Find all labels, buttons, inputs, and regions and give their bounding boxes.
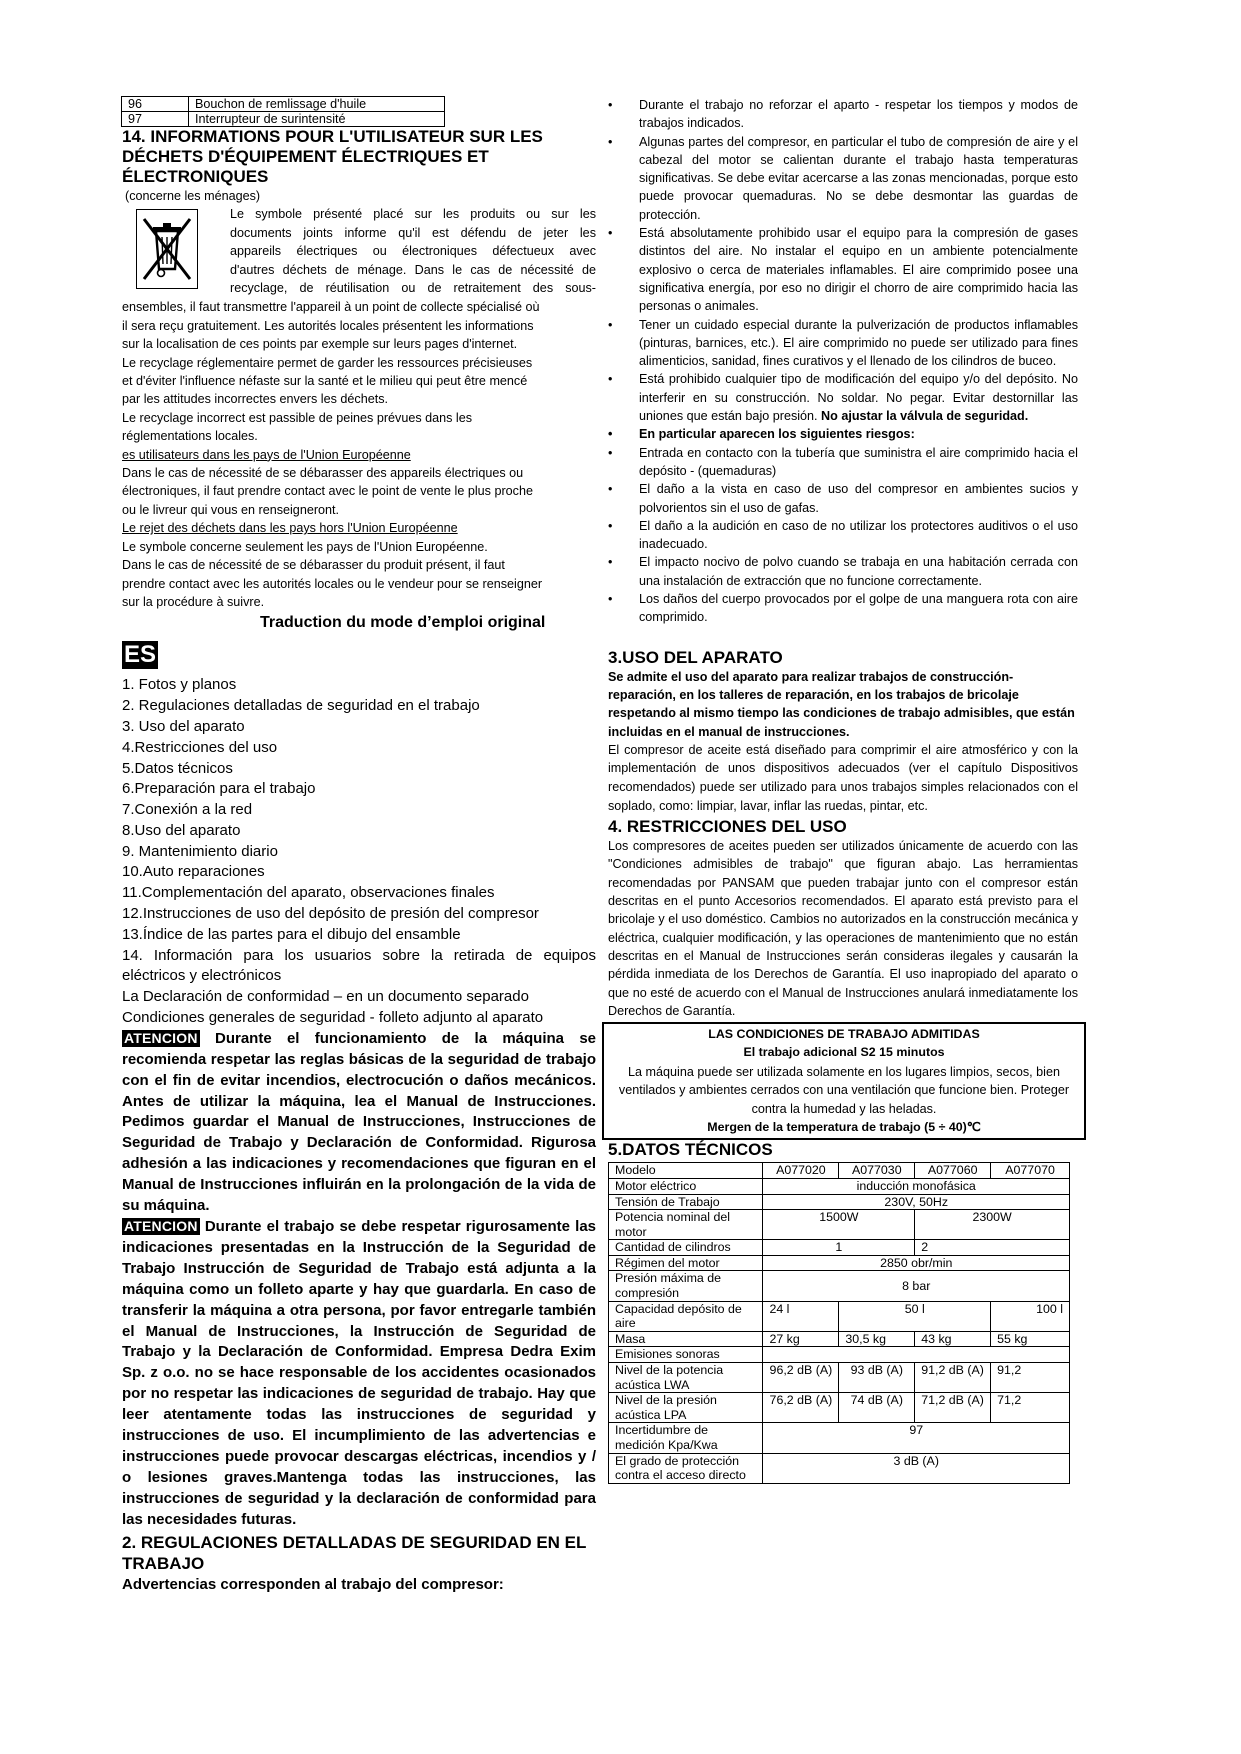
cell: A077070 [991,1163,1070,1179]
toc-item: 2. Regulaciones detalladas de seguridad en el trabajo [122,697,480,715]
language-badge-es: ES [124,641,157,669]
list-item: • El daño a la vista en caso de uso del compresor en ambientes sucios y polvorientos sin el uso de gafas. [608,480,1078,517]
cell: 55 kg [991,1331,1070,1347]
box-subtitle: El trabajo adicional S2 15 minutos [743,1045,945,1060]
cell: 3 dB (A) [763,1453,1070,1483]
cell: 50 l [839,1301,991,1331]
table-row [609,1301,1070,1331]
toc-item: 1. Fotos y planos [122,676,237,694]
table-row [609,1453,1070,1483]
text-line: appareils électriques ou électroniques défectueux avec [230,244,596,259]
cell: 97 [763,1423,1070,1453]
row-label: Emisiones sonoras [609,1347,763,1363]
section-3-text: El compresor de aceite está diseñado para comprimir el aire atmosférico y con la implementación de unos dispositivos adecuados (ver el capítulo Dispositivos recomendados) puede ser utilizado para unos trabajos simples relacionados con el soplado, como: limpiar, lavar, inflar las ruedas, pintar, etc. [608,742,1078,813]
row-label: Nivel de la potencia acústica LWA [609,1363,763,1393]
table-row [609,1255,1070,1271]
text-line: ensembles, il faut transmettre l'appareil à un point de collecte spécialisé où [122,300,540,315]
text-line: prendre contact avec les autorités locales ou le vendeur pour se renseigner [122,576,543,591]
working-conditions-box [602,1022,1086,1140]
list-item: • Tener un cuidado especial durante la pulverización de productos inflamables (pinturas, barnices, etc.). El aire comprimido no puede ser utilizado para fines alimenticios, sanidad, fines curativos y el llenado de los cilindros de buceo. [608,316,1078,371]
warning-paragraph-1 [122,1029,596,1217]
row-label: Régimen del motor [609,1255,763,1271]
warning-paragraph-2 [122,1217,596,1531]
cell: 2850 obr/min [763,1255,1070,1271]
table-row [609,1271,1070,1301]
toc-item: 7.Conexión a la red [122,801,253,819]
list-item: • Está absolutamente prohibido usar el equipo para la compresión de gases distintos del aire. No instalar el equipo en un ambiente potencialmente explosivo o cerca de materiales inflamables. El aire comprimido posee una significativa energía, por eso no dirigir el chorro de aire comprimido hacia las personas o animales. [608,224,1078,315]
weee-symbol-block [122,205,596,298]
text-line: par les attitudes incorrectes envers les déchets. [122,392,388,407]
eu-title: es utilisateurs dans les pays de l'Union Européenne [122,447,411,462]
toc-item: 9. Mantenimiento diario [122,842,278,860]
cell: 71,2 dB (A) [915,1393,991,1423]
safety-bullet-list [608,96,1078,627]
row-label: Potencia nominal del motor [609,1210,763,1240]
cell [763,1347,1070,1363]
cell: A077030 [839,1163,915,1179]
section-3-title: 3.USO DEL APARATO [608,647,783,667]
section-3-bold-text: Se admite el uso del aparato para realizar trabajos de construcción-reparación, en los talleres de reparación, en los trabajos de bricolaje respetando al mismo tiempo las condiciones de trabajo admisibles, que están incluidas en el manual de instrucciones. [608,669,1075,739]
text-line: réglementations locales. [122,429,258,444]
crossed-bin-icon [136,209,198,289]
weee-heading: 14. INFORMATIONS POUR L'UTILISATEUR SUR LES DÉCHETS D'ÉQUIPEMENT ÉLECTRIQUES ET ÉLECTRONIQUES [122,127,543,186]
cell: 1 [763,1240,915,1256]
toc-item: 3. Uso del aparato [122,717,245,735]
toc-item: 5.Datos técnicos [122,759,233,777]
toc-item: 6.Preparación para el trabajo [122,780,316,798]
table-row [609,1423,1070,1453]
table-row [609,1210,1070,1240]
cell: 2300W [915,1210,1070,1240]
row-label: Masa [609,1331,763,1347]
cell: 91,2 [991,1363,1070,1393]
cell: 1500W [763,1210,915,1240]
toc-item: 14. Información para los usuarios sobre la retirada de equipos eléctricos y electrónicos [122,946,596,985]
row-label: El grado de protección contra el acceso directo [609,1453,763,1483]
right-column [608,96,1078,1484]
section-4-text: Los compresores de aceites pueden ser utilizados únicamente de acuerdo con las "Condiciones admisibles de trabajo" que figuran abajo. Las herramientas recomendadas por PANSAM que pueden trabajar junto con el compresor están descritas en el punto Accesorios recomendados. El aparato está previsto para el bricolaje y el uso doméstico. Cambios no autorizados en la construcción mecánica y eléctrica, cualquier modificación, y las operaciones de mantenimiento que no están descritas en el Manual de Instrucciones serán consideras ilegales y causarán la pérdida inmediata de los Derechos de Garantía. El uso inapropiado del aparato o que no esté de acuerdo con el Manual de Instrucciones anulará inmediatamente los Derechos de Garantía. [608,839,1078,1018]
warning-text: Durante el funcionamiento de la máquina se recomienda respetar las reglas básicas de la seguridad de trabajo con el fin de evitar incendios, electrocución o daños mecánicos. Antes de utilizar la máquina, lea el Manual de Instrucciones. Pedimos guardar el Manual de Instrucciones, Instrucciones de Seguridad de Trabajo y Declaración de Conformidad. Rigurosa adhesión a las indicaciones y recomendaciones que figuran en el Manual de Instrucciones influirán en la prolongación de la vida de su máquina. [122,1029,597,1215]
toc-item: La Declaración de conformidad – en un documento separado [122,988,529,1006]
part-label: Interrupteur de surintensité [189,112,445,127]
tech-data-table [608,1162,1070,1483]
table-row [609,1393,1070,1423]
box-text: La máquina puede ser utilizada solamente en los lugares limpios, secos, bien ventilados y ambientes cerrados con una ventilación que funcione bien. Proteger contra la humedad y las heladas. [618,1065,1070,1116]
cell: 76,2 dB (A) [763,1393,839,1423]
list-item: • Entrada en contacto con la tubería que suministra el aire comprimido hacia el depósito - (quemaduras) [608,444,1078,481]
table-row [609,1331,1070,1347]
row-label: Presión máxima de compresión [609,1271,763,1301]
weee-body [122,298,596,611]
box-title: LAS CONDICIONES DE TRABAJO ADMITIDAS [708,1027,980,1042]
cell: 24 l [763,1301,839,1331]
text-line: Dans le cas de nécessité de se débarasser des appareils électriques ou [122,466,524,481]
table-row [609,1240,1070,1256]
part-number: 97 [122,112,189,127]
box-temperature: Mergen de la temperatura de trabajo (5 ÷ 40)℃ [707,1120,981,1135]
text-line: ou le livreur qui vous en renseigneront. [122,502,340,517]
list-item: • El impacto nocivo de polvo cuando se trabaja en una habitación cerrada con una instalación de extracción que no funcione correctamente. [608,553,1078,590]
list-item-bold: No ajustar la válvula de seguridad. [821,409,1029,424]
non-eu-title: Le rejet des déchets dans les pays hors l'Union Européenne [122,521,458,536]
toc-item: 4.Restricciones del uso [122,738,278,756]
cell: 96,2 dB (A) [763,1363,839,1393]
part-number: 96 [122,97,189,112]
cell: 74 dB (A) [839,1393,915,1423]
cell: 27 kg [763,1331,839,1347]
text-line: électroniques, il faut prendre contact avec le point de vente le plus proche [122,484,533,499]
text-line: d'autres déchets de ménage. Dans le cas de nécessité de [230,262,596,277]
table-row [122,112,445,127]
list-item-text: Está prohibido cualquier tipo de modificación del equipo y/o del depósito. No interferir en su construcción. No soldar. No pegar. Evitar destornillar las uniones que están bajo presión. [639,372,1078,424]
row-label: Cantidad de cilindros [609,1240,763,1256]
toc-item: 13.Índice de las partes para el dibujo del ensamble [122,925,461,943]
cell: A077060 [915,1163,991,1179]
toc-item: 11.Complementación del aparato, observaciones finales [122,884,495,902]
text-line: sur la procédure à suivre. [122,594,265,609]
text-line: recyclage, de réutilisation ou de retraitement des sous- [230,281,596,296]
text-line: Dans le cas de nécessité de se débarasser du produit présent, il faut [122,558,505,573]
toc-item: 8.Uso del aparato [122,821,241,839]
toc-item: 12.Instrucciones de uso del depósito de presión del compresor [122,905,539,923]
weee-concerns: (concerne les ménages) [125,189,261,203]
text-line: documents joints informe qu'il est défendu de jeter les [230,225,596,240]
table-row [122,97,445,112]
cell: 91,2 dB (A) [915,1363,991,1393]
warning-label: ATENCION [124,1029,198,1046]
text-line: sur la localisation de ces points par exemple sur leurs pages d'internet. [122,337,518,352]
table-row [609,1163,1070,1179]
toc-item: Condiciones generales de seguridad - folleto adjunto al aparato [122,1009,544,1027]
cell: A077020 [763,1163,839,1179]
row-label: Modelo [609,1163,763,1179]
table-of-contents [122,675,596,1029]
row-label: Nivel de la presión acústica LPA [609,1393,763,1423]
parts-table [121,96,445,127]
cell: 100 l [991,1301,1070,1331]
table-row [609,1178,1070,1194]
cell: 230V, 50Hz [763,1194,1070,1210]
text-line: Le symbole concerne seulement les pays de l'Union Européenne. [122,539,488,554]
cell: 30,5 kg [839,1331,915,1347]
row-label: Capacidad depósito de aire [609,1301,763,1331]
text-line: il sera reçu gratuitement. Les autorités locales présentent les informations [122,318,534,333]
list-item: • El daño a la audición en caso de no utilizar los protectores auditivos o el uso inadecuado. [608,517,1078,554]
section-5-title: 5.DATOS TÉCNICOS [608,1140,773,1160]
text-line: Le recyclage réglementaire permet de garder les ressources précisieuses [122,355,533,370]
cell: 2 [915,1240,1070,1256]
part-label: Bouchon de remlissage d'huile [189,97,445,112]
cell: inducción monofásica [763,1178,1070,1194]
table-row [609,1194,1070,1210]
row-label: Tensión de Trabajo [609,1194,763,1210]
weee-symbol-text [230,205,596,297]
text-line: Le recyclage incorrect est passible de peines prévues dans les [122,410,473,425]
cell: 43 kg [915,1331,991,1347]
list-item: • Durante el trabajo no reforzar el aparto - respetar los tiempos y modos de trabajos indicados. [608,96,1078,133]
section-2-title: 2. REGULACIONES DETALLADAS DE SEGURIDAD EN EL TRABAJO [122,1532,587,1573]
translation-title: Traduction du mode d’emploi original [260,614,546,632]
list-item: • En particular aparecen los siguientes riesgos: [608,425,1078,443]
cell: 8 bar [763,1271,1070,1301]
cell: 71,2 [991,1393,1070,1423]
table-row [609,1363,1070,1393]
section-4-title: 4. RESTRICCIONES DEL USO [608,817,847,837]
warning-label: ATENCION [124,1218,198,1235]
list-item: • Algunas partes del compresor, en particular el tubo de compresión de aire y el cabezal del motor se calientan durante el trabajo hasta temperaturas significativas. Se debe evitar acercarse a las zonas mencionadas, porque esto puede provocar quemaduras. No se debe desmontar las guardas de protección. [608,133,1078,224]
text-line: et d'éviter l'influence néfaste sur la santé et le milieu qui peut être mencé [122,374,528,389]
table-row [609,1347,1070,1363]
row-label: Motor eléctrico [609,1178,763,1194]
cell: 93 dB (A) [839,1363,915,1393]
list-item [608,370,1078,425]
left-column [122,96,596,1595]
row-label: Incertidumbre de medición Kpa/Kwa [609,1423,763,1453]
section-2-subtitle: Advertencias corresponden al trabajo del compresor: [122,1575,504,1593]
toc-item: 10.Auto reparaciones [122,863,265,881]
warning-text: Durante el trabajo se debe respetar rigurosamente las indicaciones presentadas en la Instrucción de la Seguridad de Trabajo Instrucción de Seguridad de Trabajo está adjunta a la máquina como un folleto aparte y hay que guardarla. En caso de transferir la máquina a otra persona, por favor entregarle también el Manual de Instrucciones, la Instrucción de Seguridad de Trabajo y la Declaración de Conformidad. Empresa Dedra Exim Sp. z o.o. no se hace responsable de los accidentes ocasionados por no respetar las indicaciones de seguridad de trabajo. Hay que leer atentamente todas las instrucciones de seguridad y instrucciones de uso. El incumplimiento de las advertencias e instrucciones puede provocar descargas eléctricas, incendios y / o lesiones graves.Mantenga todas las instrucciones, las instrucciones de seguridad y la declaración de conformidad para las necesidades futuras. [122,1218,597,1528]
list-item: • Los daños del cuerpo provocados por el golpe de una manguera rota con aire comprimido. [608,590,1078,627]
text-line: Le symbole présenté placé sur les produits ou sur les [230,207,596,222]
